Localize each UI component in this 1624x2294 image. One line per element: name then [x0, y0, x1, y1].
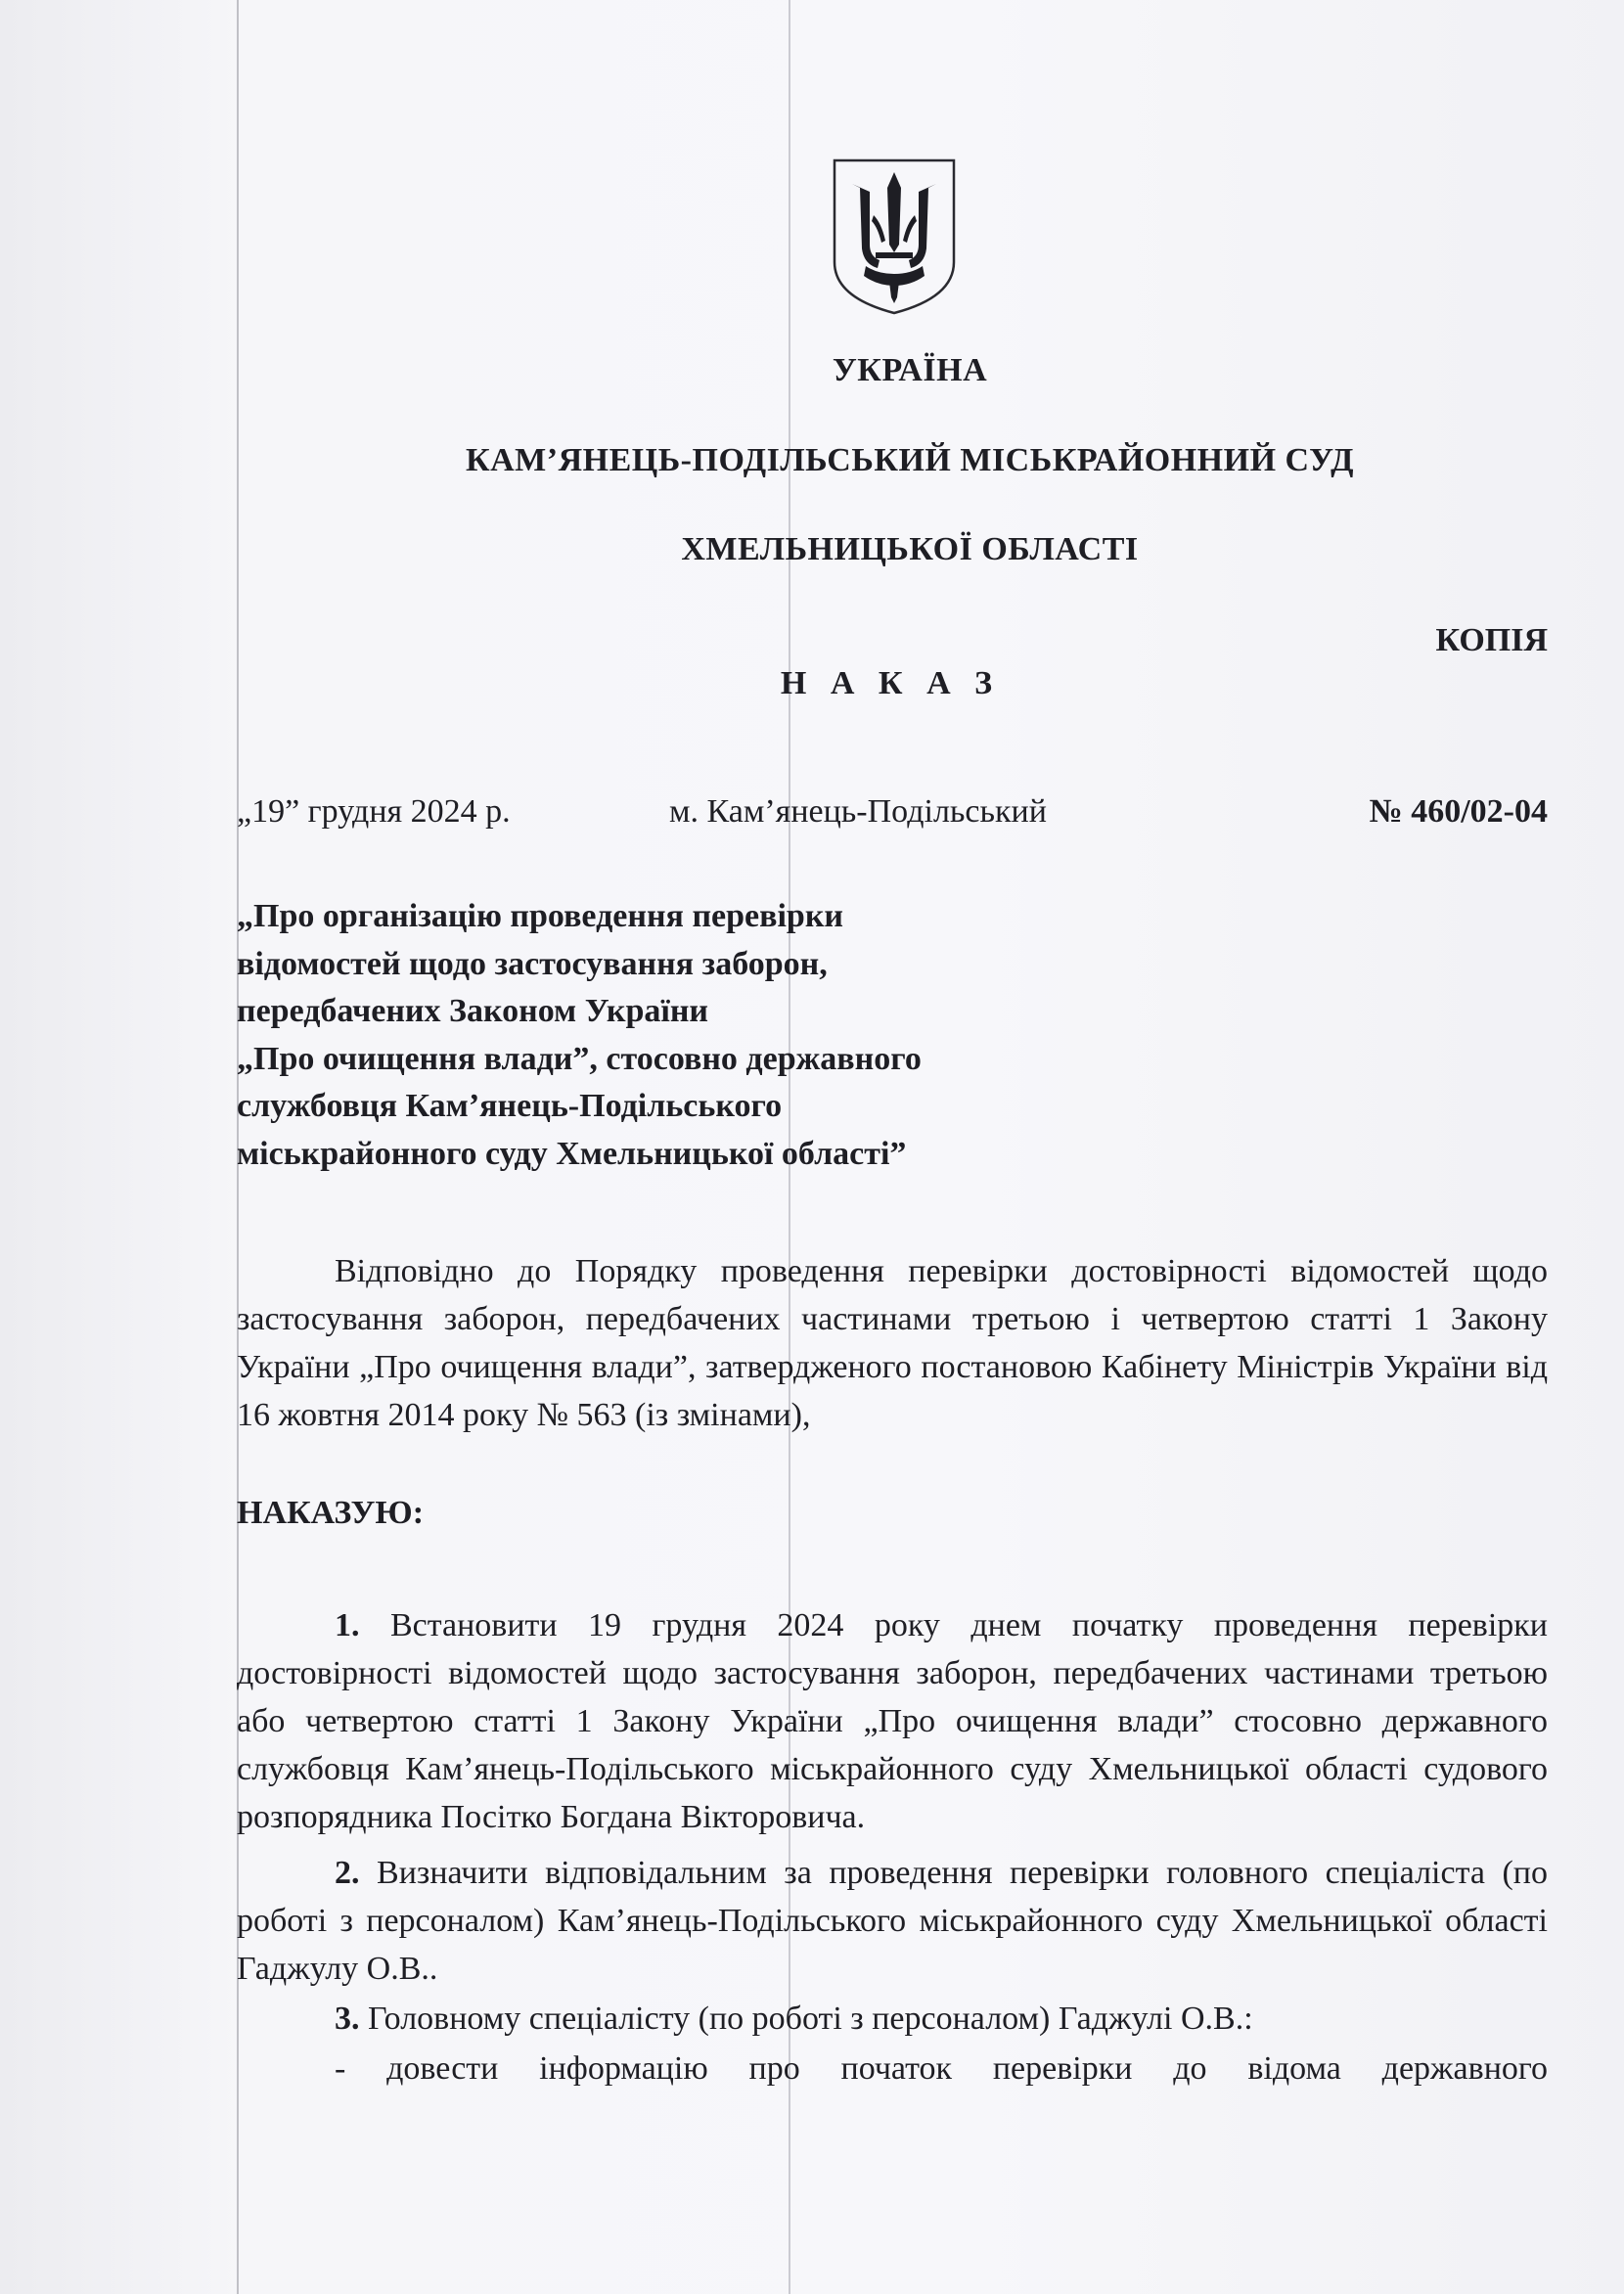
court-name: КАМ’ЯНЕЦЬ-ПОДІЛЬСЬКИЙ МІСЬКРАЙОННИЙ СУД: [465, 442, 1355, 478]
document-city: м. Кам’янець-Подільський: [669, 793, 1047, 830]
subject-line: „Про організацію проведення перевірки: [237, 898, 844, 934]
order-item-1: [237, 1601, 1548, 1841]
subject-line: міськрайонного суду Хмельницької області”: [237, 1135, 907, 1172]
subject-line: відомостей щодо застосування заборон,: [237, 945, 828, 982]
item-text: Головному спеціалісту (по роботі з персоналом) Гаджулі О.В.:: [368, 2001, 1253, 2037]
subject-line: службовця Кам’янець-Подільського: [237, 1088, 783, 1124]
item-number: 1.: [335, 1607, 360, 1643]
order-item-3: [237, 1995, 1548, 2043]
item-number: 3.: [335, 2001, 360, 2037]
document-meta-row: [237, 793, 1548, 836]
court-region: ХМЕЛЬНИЦЬКОЇ ОБЛАСТІ: [681, 531, 1139, 567]
copy-mark: КОПІЯ: [1435, 622, 1548, 658]
order-subject: [237, 893, 1117, 1178]
item-text: Визначити відповідальним за проведення перевірки головного спеціаліста (по роботі з персоналом) Кам’янець-Подільського міськрайонного суду Хмельницької області Гаджулу О.В..: [237, 1855, 1548, 1987]
intro-paragraph: Відповідно до Порядку проведення перевірки достовірності відомостей щодо застосування заборон, передбачених частинами третьою і четвертою статті 1 Закону України „Про очищення влади”, затвердженого постановою Кабінету Міністрів України від 16 жовтня 2014 року № 563 (із змінами),: [237, 1253, 1548, 1433]
item-number: 2.: [335, 1855, 360, 1891]
document-number: № 460/02-04: [1369, 793, 1548, 830]
document-date: „19” грудня 2024 р.: [237, 793, 511, 830]
document-type: Н А К А З: [780, 665, 1001, 701]
order-item-2: [237, 1849, 1548, 1993]
country-title: УКРАЇНА: [832, 352, 988, 388]
order-subitem: - довести інформацію про початок перевірки до відома державного: [335, 2050, 1548, 2087]
subject-line: „Про очищення влади”, стосовно державного: [237, 1040, 922, 1077]
subject-line: передбачених Законом України: [237, 993, 708, 1029]
trident-coat-of-arms-icon: [829, 155, 960, 317]
item-text: Встановити 19 грудня 2024 року днем початку проведення перевірки достовірності відомостей щодо застосування заборон, передбачених частинами третьою або четвертою статті 1 Закону України „Про очищення влади” стосовно державного службовця Кам’янець-Подільського міськрайонного суду Хмельницької області судового розпорядника Посітко Богдана Вікторовича.: [237, 1607, 1549, 1835]
decree-heading: НАКАЗУЮ:: [237, 1495, 425, 1531]
